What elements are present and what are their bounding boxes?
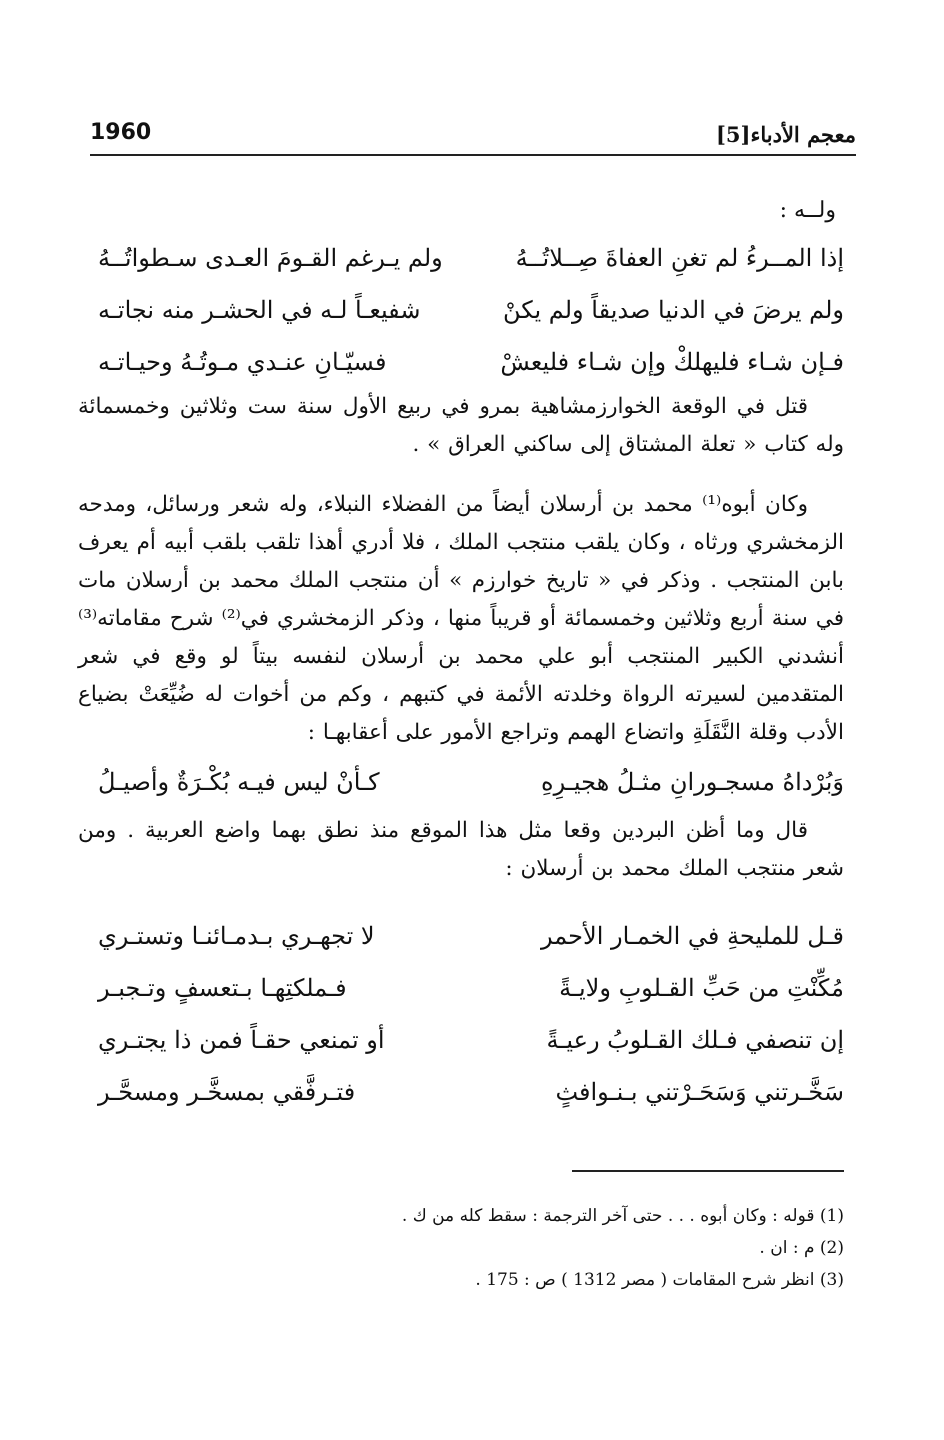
verse-first-hemistich: سَخَّـرتني وَسَحَـرْتني بـنـوافثٍ <box>555 1078 844 1106</box>
verse-second-hemistich: شفيعـاً لـه في الحشـر منه نجاتـه <box>98 296 421 324</box>
footnote-2: (2) م : ان . <box>759 1238 844 1258</box>
verse-first-hemistich: ولم يرضَ في الدنيا صديقاً ولم يكنْ <box>502 296 844 324</box>
footnote-3: (3) انظر شرح المقامات ( مصر 1312 ) ص : 175 . <box>475 1270 844 1290</box>
verse-second-hemistich: أو تمنعي حقـاً فمن ذا يجتـري <box>98 1026 385 1054</box>
verse-first-hemistich: مُكِّنْتِ من حَبِّ القـلوبِ ولايـةً <box>559 974 844 1002</box>
spacer <box>78 464 844 486</box>
verse <box>78 284 844 336</box>
verse-second-hemistich: لا تجهـري بـدمـائنـا وتستـري <box>98 922 375 950</box>
spacer <box>78 888 844 910</box>
verse <box>78 1014 844 1066</box>
page-header <box>90 118 856 156</box>
verse-first-hemistich: إن تنصفي فـلك القـلوبُ رعيـةً <box>546 1026 844 1054</box>
verse-second-hemistich: كـأنْ ليس فيـه بُكْـرَةٌ وأصيـلُ <box>98 768 380 796</box>
verse-first-hemistich: فـإن شـاء فليهلكْ وإن شـاء فليعشْ <box>500 348 844 376</box>
verse <box>78 232 844 284</box>
footnote-1: (1) قوله : وكان أبوه . . . حتى آخر الترجمة : سقط كله من ك . <box>401 1206 844 1226</box>
verse-second-hemistich: فتـرفَّقي بمسخَّـر ومسحَّـر <box>98 1078 356 1106</box>
verse-second-hemistich: فسيّـانِ عنـدي مـوتُـهُ وحيـاتـه <box>98 348 387 376</box>
verse-second-hemistich: فـملكتِهـا بـتعسفٍ وتـجبـر <box>98 974 347 1002</box>
paragraph-father-biography: وكان أبوه⁽¹⁾ محمد بن أرسلان أيضاً من الفضلاء النبلاء، وله شعر ورسائل، ومدحه الزمخشري ورثاه ، وكان يلقب منتجب الملك ، فلا أدري أهذا تلقب بلقب أبيه أم يعرف بابن المنتجب . وذكر في « تاريخ خوارزم » أن منتجب الملك محمد بن أرسلان مات في سنة أربع وثلاثين وخمسمائة أو قريباً منها ، وذكر الزمخشري في⁽²⁾ شرح مقاماته⁽³⁾ أنشدني الكبير المنتجب أبو علي محمد بن أرسلان لنفسه بيتاً لو وقع في شعر المتقدمين لسيرته الرواة وخلدته الأئمة في كتبهم ، وكم من أخوات له ضُيِّعَتْ بضياع الأدب وقلة النَّقَلَةِ واتضاع الهمم وتراجع الأمور على أعقابهـا : <box>78 492 844 745</box>
page-body <box>78 198 844 1118</box>
footnotes <box>90 1200 844 1296</box>
paragraph-commentary: قال وما أظن البردين وقعا مثل هذا الموقع منذ نطق بهما واضع العربية . ومن شعر منتجب الملك محمد بن أرسلان : <box>78 818 844 881</box>
running-title: معجم الأدباء[5] <box>715 122 856 147</box>
verse-first-hemistich: إذا المــرءُ لم تغنِ العفاةَ صِــلاتُــهُ <box>515 244 844 272</box>
poem-1 <box>78 232 844 388</box>
verse-first-hemistich: قـل للمليحةِ في الخمـار الأحمر <box>541 922 844 950</box>
page-number: 1960 <box>90 120 152 145</box>
footnote-divider <box>572 1170 844 1172</box>
verse <box>78 1066 844 1118</box>
verse <box>78 962 844 1014</box>
paragraph-death-note: قتل في الوقعة الخوارزمشاهية بمرو في ربيع الأول سنة ست وثلاثين وخمسمائة وله كتاب « تعلة المشتاق إلى ساكني العراق » . <box>78 394 844 457</box>
poem-intro: ولــه : <box>779 198 836 223</box>
quoted-verse <box>78 752 844 812</box>
verse-second-hemistich: ولم يـرغم القـومَ العـدى سـطواتُــهُ <box>98 244 443 272</box>
verse <box>78 336 844 388</box>
verse-first-hemistich: وَبُرْداهُ مسجـورانِ مثـلُ هجيـرِهِ <box>541 768 844 796</box>
poem-2 <box>78 910 844 1118</box>
verse <box>78 910 844 962</box>
